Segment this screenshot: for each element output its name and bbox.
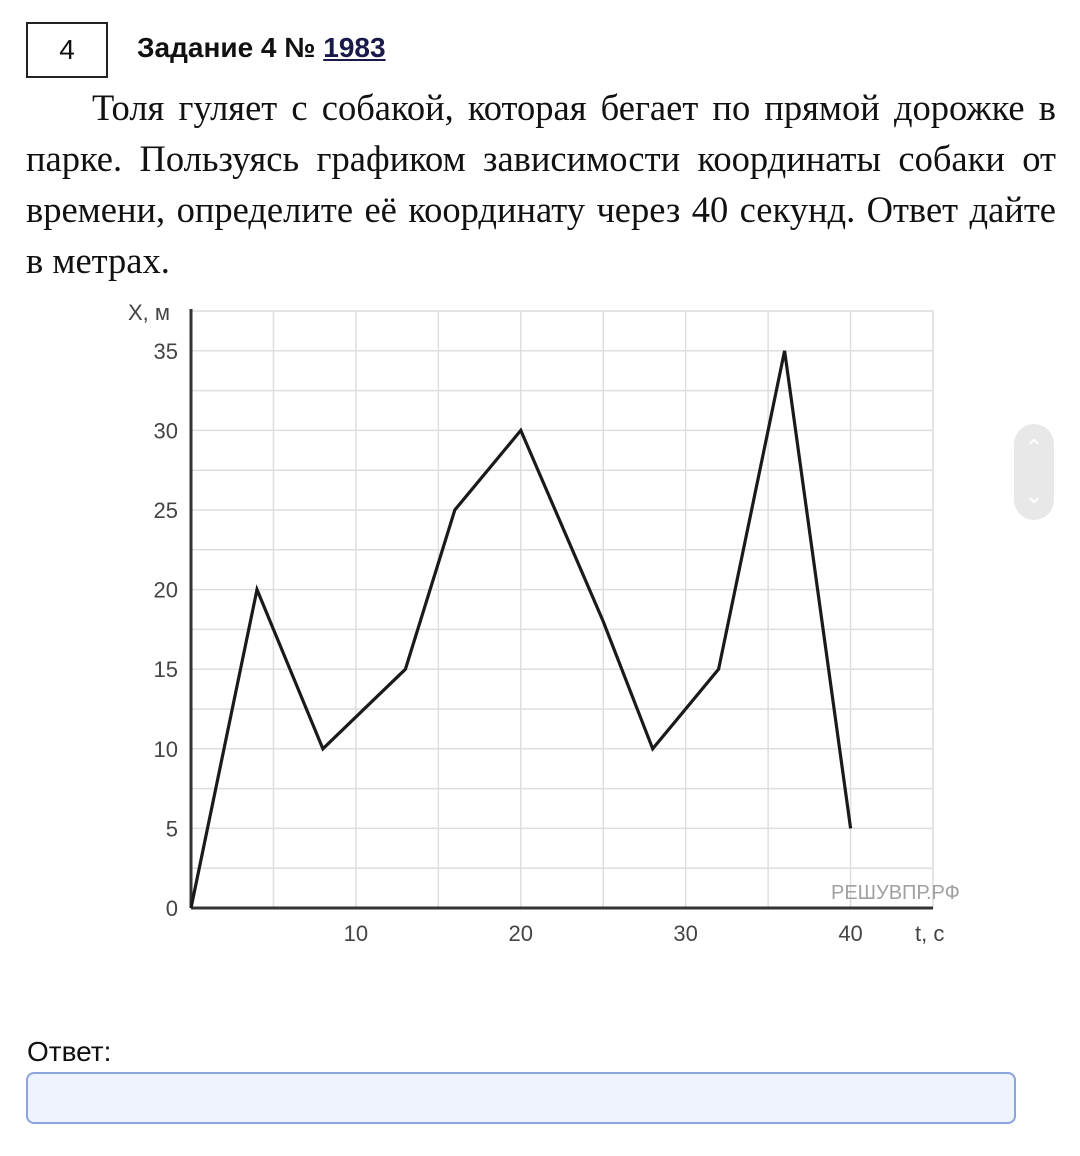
task-title-prefix: Задание 4 № [137, 32, 316, 63]
chevron-up-icon[interactable]: ⌃ [1024, 435, 1044, 460]
x-tick-label: 20 [508, 921, 534, 946]
y-tick-label: 30 [153, 418, 178, 444]
y-tick-label: 10 [153, 736, 178, 762]
y-tick-label: 5 [165, 816, 178, 842]
task-number: 4 [59, 34, 75, 65]
answer-input[interactable] [26, 1072, 1016, 1124]
x-tick-label: 10 [343, 921, 369, 946]
y-tick-label: 0 [165, 896, 178, 921]
y-tick-label: 20 [153, 577, 178, 603]
x-tick-label: 30 [673, 921, 698, 946]
task-id-link[interactable]: 1983 [323, 32, 386, 63]
scroll-widget[interactable] [1014, 424, 1054, 520]
answer-label: Ответ: [27, 1036, 112, 1067]
task-text: Толя гуляет с собакой, которая бегает по прямой дорожке в парке. Пользуясь графиком зависимости координаты собаки от времени, определите её координату через 40 секунд. Ответ дайте в метрах. [26, 87, 1056, 281]
chevron-down-icon[interactable]: ⌄ [1024, 483, 1044, 508]
y-axis-label: X, м [128, 300, 171, 325]
y-tick-label: 15 [153, 657, 178, 683]
x-axis-label: t, с [915, 921, 945, 946]
y-tick-label: 25 [153, 498, 178, 523]
y-tick-label: 35 [153, 338, 178, 364]
watermark: РЕШУВПР.РФ [831, 882, 960, 904]
x-tick-label: 40 [838, 921, 863, 946]
